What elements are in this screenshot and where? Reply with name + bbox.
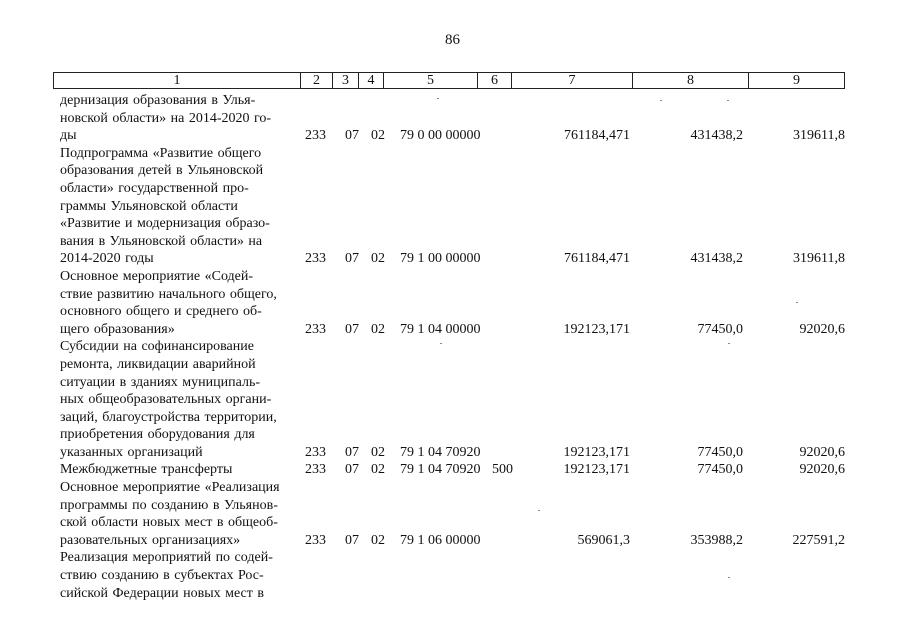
description-line: разовательных организациях»	[60, 532, 241, 548]
page-number: 86	[445, 32, 460, 48]
code-target-article: 79 1 06 00000	[400, 532, 481, 548]
description-line: области» государственной про-	[60, 180, 249, 196]
amount-col-8: 77450,0	[697, 321, 743, 337]
column-header-5: 5	[384, 73, 478, 88]
code-section: 07	[345, 462, 359, 478]
code-target-article: 79 1 00 00000	[400, 251, 481, 267]
column-header-8: 8	[633, 73, 749, 88]
table-row	[60, 479, 845, 549]
description-line: Основное мероприятие «Реализация	[60, 480, 280, 496]
description-line: Основное мероприятие «Содей-	[60, 268, 254, 284]
column-header-1: 1	[54, 73, 301, 88]
description-line: щего образования»	[60, 321, 175, 337]
code-target-article: 79 1 04 00000	[400, 321, 481, 337]
row-values	[60, 532, 845, 550]
code-subsection: 02	[371, 462, 385, 478]
amount-col-7: 192123,171	[563, 321, 630, 337]
code-subsection: 02	[371, 251, 385, 267]
budget-table-body	[60, 92, 845, 602]
description-line: указанных организаций	[60, 444, 203, 460]
description-line: ремонта, ликвидации аварийной	[60, 356, 256, 372]
description-line: новской области» на 2014-2020 го-	[60, 110, 272, 126]
amount-col-7: 761184,471	[564, 251, 630, 267]
row-values	[60, 321, 845, 339]
description-line: 2014-2020 годы	[60, 251, 154, 267]
code-grbs: 233	[305, 321, 326, 337]
column-header-9: 9	[793, 73, 800, 88]
description-line: «Развитие и модернизация образо-	[60, 216, 270, 232]
scan-speck	[728, 343, 730, 344]
table-row	[60, 338, 845, 461]
row-values	[60, 444, 845, 462]
code-grbs: 233	[305, 251, 326, 267]
code-expense-type: 500	[492, 462, 513, 478]
code-grbs: 233	[305, 444, 326, 460]
column-header-4: 4	[359, 73, 384, 88]
amount-col-9: 227591,2	[792, 532, 845, 548]
description-line: Субсидии на софинансирование	[60, 339, 254, 355]
amount-col-8: 431438,2	[690, 128, 743, 144]
description-line: основного общего и среднего об-	[60, 304, 262, 320]
amount-col-8: 431438,2	[690, 251, 743, 267]
description-line: Межбюджетные трансферты	[60, 462, 233, 478]
amount-col-9: 319611,8	[793, 251, 845, 267]
description-line: вания в Ульяновской области» на	[60, 233, 263, 249]
amount-col-9: 92020,6	[799, 321, 845, 337]
code-section: 07	[345, 532, 359, 548]
code-target-article: 79 1 04 70920	[400, 444, 481, 460]
scan-speck	[728, 577, 730, 578]
row-values	[60, 461, 845, 479]
description-line: граммы Ульяновской области	[60, 198, 238, 214]
table-row	[60, 461, 845, 479]
code-subsection: 02	[371, 532, 385, 548]
scan-speck	[437, 98, 439, 99]
code-grbs: 233	[305, 532, 326, 548]
column-header-7: 7	[512, 73, 633, 88]
code-target-article: 79 0 00 00000	[400, 128, 481, 144]
code-subsection: 02	[371, 444, 385, 460]
code-section: 07	[345, 251, 359, 267]
row-values	[60, 585, 845, 603]
description-line: ской области новых мест в общеоб-	[60, 515, 278, 531]
amount-col-8: 77450,0	[697, 444, 743, 460]
column-header-2: 2	[301, 73, 333, 88]
scan-speck	[660, 100, 662, 101]
row-values	[60, 250, 845, 268]
description-line: Подпрограмма «Развитие общего	[60, 145, 262, 161]
table-row	[60, 145, 845, 268]
amount-col-7: 569061,3	[577, 532, 630, 548]
description-line: ных общеобразовательных органи-	[60, 392, 272, 408]
scan-speck	[796, 302, 798, 303]
code-subsection: 02	[371, 321, 385, 337]
description-line: ды	[60, 128, 77, 144]
description-line: приобретения оборудования для	[60, 427, 255, 443]
amount-col-8: 353988,2	[690, 532, 743, 548]
amount-col-9: 92020,6	[799, 444, 845, 460]
scan-speck	[538, 510, 540, 511]
code-grbs: 233	[305, 462, 326, 478]
description-line: ствию созданию в субъектах Рос-	[60, 568, 264, 584]
column-header-3: 3	[333, 73, 359, 88]
table-row	[60, 549, 845, 602]
description-line: заций, благоустройства территории,	[60, 409, 277, 425]
row-values	[60, 127, 845, 145]
table-row	[60, 268, 845, 338]
column-header-row	[53, 72, 845, 89]
description-line: Реализация мероприятий по содей-	[60, 550, 273, 566]
description-line: дернизация образования в Улья-	[60, 93, 256, 108]
amount-col-7: 192123,171	[563, 462, 630, 478]
description-line: ствие развитию начального общего,	[60, 286, 277, 302]
code-target-article: 79 1 04 70920	[400, 462, 481, 478]
amount-col-7: 192123,171	[563, 444, 630, 460]
code-subsection: 02	[371, 128, 385, 144]
amount-col-9: 92020,6	[799, 462, 845, 478]
code-grbs: 233	[305, 128, 326, 144]
description-line: программы по созданию в Ульянов-	[60, 497, 278, 513]
code-section: 07	[345, 321, 359, 337]
description-line: сийской Федерации новых мест в	[60, 585, 264, 601]
amount-col-9: 319611,8	[793, 128, 845, 144]
column-header-6: 6	[478, 73, 512, 88]
code-section: 07	[345, 128, 359, 144]
amount-col-7: 761184,471	[564, 128, 630, 144]
description-line: ситуации в зданиях муниципаль-	[60, 374, 260, 390]
code-section: 07	[345, 444, 359, 460]
scan-speck	[727, 100, 729, 101]
amount-col-8: 77450,0	[697, 462, 743, 478]
description-line: образования детей в Ульяновской	[60, 163, 264, 179]
scan-speck	[440, 343, 442, 344]
